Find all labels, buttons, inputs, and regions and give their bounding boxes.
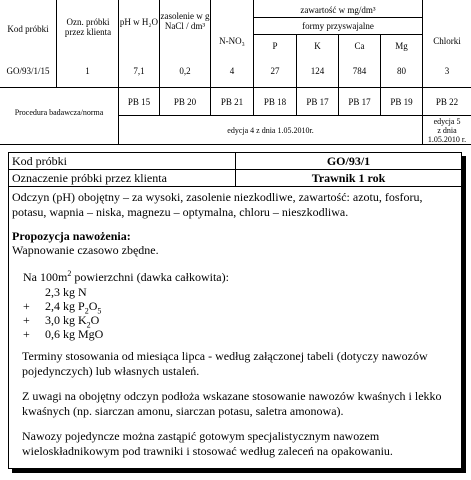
dawka-amount: 3,0 kg K: [45, 313, 87, 327]
dawka-prefix: Na 100m: [23, 270, 68, 284]
dawka-plus: +: [23, 313, 30, 327]
kod-label: Kod próbki: [12, 154, 67, 168]
dawka-row: [23, 313, 99, 328]
header-formy: formy przyswajalne: [302, 21, 374, 31]
cell-kod: GO/93/1/15: [6, 66, 50, 76]
procedura-p: PB 18: [263, 97, 287, 107]
header-zawartosc: zawartość w mg/dm³: [300, 5, 376, 15]
edycja-chlorki-2: z dnia: [437, 126, 457, 135]
dawka-amount: 2,4 kg P: [45, 299, 85, 313]
cell-ph: 7,1: [133, 66, 145, 76]
cell-nno3: 4: [229, 66, 235, 76]
nawozy-text: Nawozy pojedyncze można zastąpić gotowym specjalistycznym nawozem wieloskładnikowym pod trawniki i stosować według zaleceń na opakowaniu.: [22, 429, 393, 458]
procedura-chlorki: PB 22: [435, 97, 459, 107]
kod-row: [9, 153, 461, 170]
procedura-mg: PB 19: [390, 97, 413, 107]
cell-p: 27: [270, 66, 280, 76]
cell-k: 124: [310, 66, 325, 76]
header-zasolenie: zasolenie w g NaCl / dm³: [160, 11, 210, 31]
dawka-sub2: 5: [97, 306, 102, 316]
header-ca: Ca: [354, 41, 365, 51]
edycja-chlorki-3: 1.05.2010 r.: [427, 135, 467, 144]
dawka-plus: +: [23, 327, 30, 341]
cell-mg: 80: [397, 66, 406, 76]
dawka-row: [23, 285, 87, 300]
procedura-ph: PB 15: [127, 97, 151, 107]
results-table: [0, 0, 471, 146]
dawka-amount: 2,3 kg N: [45, 285, 87, 299]
procedura-nno3: PB 21: [220, 97, 244, 107]
header-mg: Mg: [395, 41, 408, 51]
dawka-row: [23, 327, 103, 342]
header-ozn: Ozn. próbki przez klienta: [64, 17, 112, 37]
dawka-sub: 2: [86, 320, 91, 330]
header-kod: Kod próbki: [7, 24, 49, 34]
cell-zasolenie: 0,2: [179, 66, 191, 76]
dawka-heading: [23, 270, 229, 285]
procedura-ca: PB 17: [348, 97, 371, 107]
edycja-chlorki-1: edycja 5: [433, 117, 461, 126]
ozn-value: Trawnik 1 rok: [311, 171, 386, 185]
dawka-plus: +: [23, 299, 30, 313]
propozycja-title: Propozycja nawożenia:: [12, 229, 131, 243]
terminy-text: Terminy stosowania od miesiąca lipca - według załączonej tabeli (dotyczy nawozów pojedynczych) lub własnych ustaleń.: [22, 349, 428, 378]
header-chlorki: Chlorki: [433, 36, 461, 46]
uwaga-text: Z uwagi na obojętny odczyn podłoża wskazane stosowanie nawozów kwaśnych i lekko kwaśnych (np. siarczan amonu, siarczan potasu, saletra amonowa).: [22, 389, 442, 418]
cell-ca: 784: [352, 66, 367, 76]
header-p: P: [272, 41, 278, 51]
procedura-label: Procedura badawcza/norma: [14, 108, 104, 117]
dawka-suffix: powierzchni (dawka całkowita):: [71, 270, 229, 284]
header-nno3: N-NO₃: [219, 36, 245, 46]
wapnowanie-text: Wapnowanie czasowo zbędne.: [12, 243, 159, 257]
ozn-label: Oznaczenie próbki przez klienta: [12, 171, 167, 185]
header-k: K: [314, 41, 321, 51]
header-ph: pH w H₂O: [119, 17, 159, 27]
dawka-amount: 0,6 kg MgO: [45, 327, 104, 341]
dawka-tail: O: [88, 299, 98, 313]
kod-value: GO/93/1: [326, 154, 371, 168]
ozn-row: [9, 170, 461, 187]
dawka-sup: 2: [67, 269, 72, 278]
recommendation-box: [8, 152, 462, 469]
edycja-main: edycja 4 z dnia 1.05.2010r.: [227, 126, 314, 135]
procedura-k: PB 17: [306, 97, 329, 107]
dawka-sub: 2: [84, 306, 89, 316]
opis-text: Odczyn (pH) obojętny – za wysoki, zasolenie niezkodliwe, zawartość: azotu, fosforu, potasu, wapnia – niska, magnezu – optymalna, chloru – nieszkodliwa.: [12, 190, 423, 219]
procedura-zasolenie: PB 20: [173, 97, 197, 107]
cell-chlorki: 3: [444, 66, 450, 76]
dawka-tail: O: [90, 313, 100, 327]
dawka-row: [23, 299, 101, 314]
cell-ozn: 1: [85, 66, 90, 76]
